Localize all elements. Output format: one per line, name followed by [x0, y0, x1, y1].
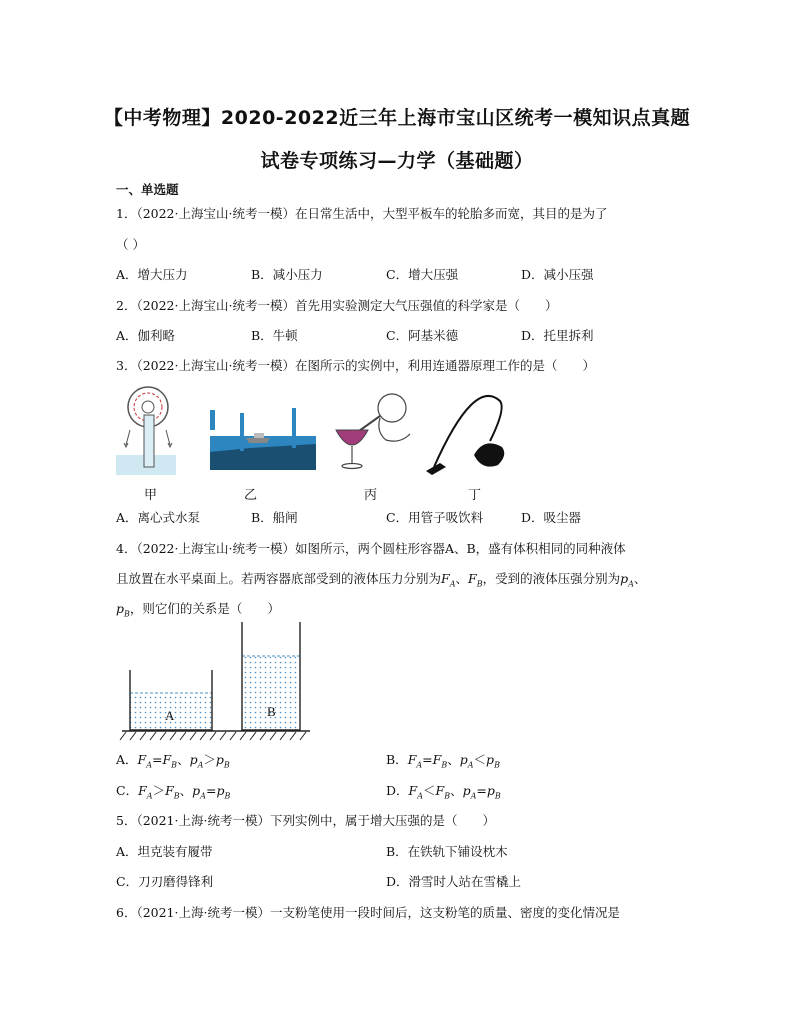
q5-option-c[interactable]: C．刀刃磨得锋利	[116, 874, 214, 889]
q1-option-b[interactable]: B．减小压力	[251, 267, 323, 282]
q1-stem-cont: （ ）	[116, 237, 145, 252]
q2-option-b[interactable]: B．牛顿	[251, 328, 298, 343]
q5-stem: 5．（2021·上海·统考一模）下列实例中，属于增大压强的是（ ）	[116, 813, 495, 828]
q5-option-d[interactable]: D．滑雪时人站在雪橇上	[386, 874, 522, 889]
q5-option-a[interactable]: A．坦克装有履带	[116, 844, 213, 859]
q2-stem: 2．（2022·上海宝山·统考一模）首先用实验测定大气压强值的科学家是（ ）	[116, 298, 558, 313]
q6-stem: 6．（2021·上海·统考一模）一支粉笔使用一段时间后，这支粉笔的质量、密度的变化情况是	[116, 905, 620, 920]
q2-option-c[interactable]: C．阿基米德	[386, 328, 459, 343]
q4-stem-cont2: $p_B$，则它们的关系是（ ）	[116, 601, 280, 619]
page-title-line2: 试卷专项练习—力学（基础题）	[260, 150, 534, 172]
q4-stem-cont: 且放置在水平桌面上。若两容器底部受到的液体压力分别为$F_A$、$F_B$，受到的液体压强分别为$p_A$、	[116, 571, 647, 589]
q4-option-a[interactable]: A．$F_A=F_B$、$p_A>p_B$	[116, 752, 230, 770]
q3-option-b[interactable]: B．船闸	[251, 510, 298, 525]
fig-label-ding: 丁	[468, 488, 482, 503]
q4-option-d[interactable]: D．$F_A<F_B$、$p_A=p_B$	[386, 783, 501, 801]
q1-stem: 1．（2022·上海宝山·统考一模）在日常生活中，大型平板车的轮胎多而宽，其目的是为了	[116, 206, 608, 221]
fig-label-yi: 乙	[244, 488, 258, 503]
container-label-b: B	[267, 704, 276, 719]
q2-option-a[interactable]: A．伽利略	[116, 328, 176, 343]
q4-stem: 4．（2022·上海宝山·统考一模）如图所示，两个圆柱形容器A、B，盛有体积相同的同种液体	[116, 541, 626, 556]
q4-option-b-letter: B．	[386, 752, 408, 767]
page-title-line1: 【中考物理】2020-2022近三年上海市宝山区统考一模知识点真题	[103, 107, 691, 129]
q4-option-a-letter: A．	[116, 752, 138, 767]
figure-ship-lock	[210, 408, 316, 470]
figure-straw-drinking	[330, 388, 416, 474]
q3-option-a[interactable]: A．离心式水泵	[116, 510, 201, 525]
fig-label-bing: 丙	[364, 488, 378, 503]
q4-option-b[interactable]: B．$F_A=F_B$、$p_A<p_B$	[386, 752, 500, 770]
q3-option-d[interactable]: D．吸尘器	[521, 510, 582, 525]
q4-option-c[interactable]: C．$F_A>F_B$、$p_A=p_B$	[116, 783, 231, 801]
figure-centrifugal-pump	[116, 385, 176, 475]
q1-option-c[interactable]: C．增大压强	[386, 267, 459, 282]
q4-stem-c: ，受到的液体压强分别为	[482, 571, 621, 586]
q3-stem: 3．（2022·上海宝山·统考一模）在图所示的实例中，利用连通器原理工作的是（ ）	[116, 358, 595, 373]
q4-option-c-letter: C．	[116, 783, 139, 798]
q3-option-c[interactable]: C．用管子吸饮料	[386, 510, 484, 525]
q2-option-d[interactable]: D．托里拆利	[521, 328, 594, 343]
q1-option-a[interactable]: A．增大压力	[116, 267, 188, 282]
fig-label-jia: 甲	[144, 488, 158, 503]
section-heading: 一、单选题	[116, 182, 179, 197]
q4-stem-d: ，则它们的关系是（ ）	[129, 601, 280, 616]
q4-stem-b: 且放置在水平桌面上。若两容器底部受到的液体压力分别为	[116, 571, 442, 586]
figure-containers	[118, 620, 314, 742]
figure-vacuum-cleaner	[424, 385, 510, 475]
q5-option-b[interactable]: B．在铁轨下铺设枕木	[386, 844, 508, 859]
q1-option-d[interactable]: D．减小压强	[521, 267, 594, 282]
q4-option-d-letter: D．	[386, 783, 409, 798]
container-label-a: A	[165, 708, 175, 723]
